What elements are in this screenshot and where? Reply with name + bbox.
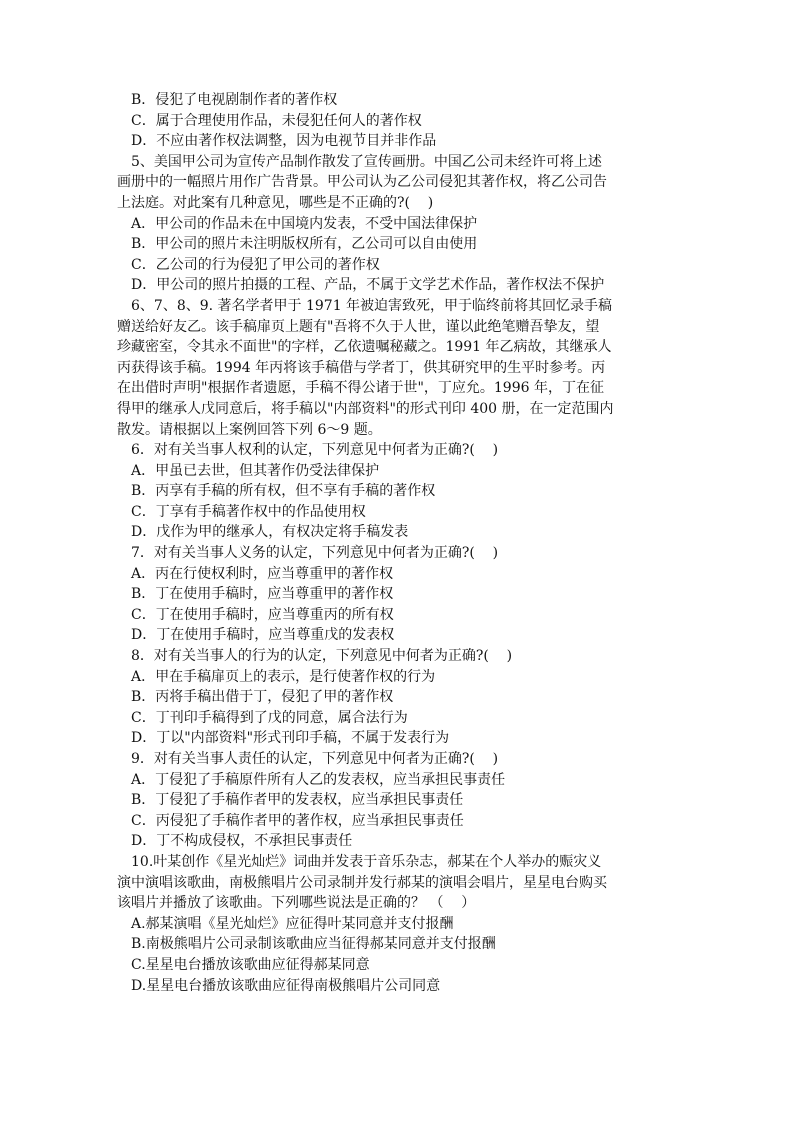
text-line: 5、美国甲公司为宣传产品制作散发了宣传画册。中国乙公司未经许可将上述 [131, 153, 602, 170]
text-line: 散发。请根据以上案例回答下列 6～9 题。 [117, 421, 382, 438]
text-line: A．甲虽已去世，但其著作仍受法律保护 [131, 462, 380, 479]
text-line: B．甲公司的照片未注明版权所有，乙公司可以自由使用 [131, 236, 478, 253]
text-line: A．甲在手稿扉页上的表示，是行使著作权的行为 [131, 668, 436, 685]
text-line: D.星星电台播放该歌曲应征得南极熊唱片公司同意 [131, 977, 441, 994]
text-line: 该唱片并播放了该歌曲。下列哪些说法是正确的？ （ ） [117, 895, 476, 912]
text-line: 在出借时声明"根据作者遗愿，手稿不得公诸于世"，丁应允。1996 年，丁在征 [117, 380, 604, 397]
text-line: B．丁侵犯了手稿作者甲的发表权，应当承担民事责任 [131, 792, 464, 809]
text-line: 7．对有关当事人义务的认定，下列意见中何者为正确?( ) [131, 545, 499, 562]
text-line: 丙获得该手稿。1994 年丙将该手稿借与学者丁，供其研究甲的生平时参考。丙 [117, 359, 606, 376]
text-line: D．不应由著作权法调整，因为电视节目并非作品 [131, 133, 437, 150]
text-line: 10.叶某创作《星光灿烂》词曲并发表于音乐杂志，郝某在个人举办的赈灾义 [131, 853, 602, 870]
text-line: D．甲公司的照片拍摄的工程、产品，不属于文学艺术作品，著作权法不保护 [131, 277, 605, 294]
text-line: 赠送给好友乙。该手稿扉页上题有"吾将不久于人世，谨以此绝笔赠吾挚友，望 [117, 318, 600, 335]
text-line: 8．对有关当事人的行为的认定，下列意见中何者为正确?( ) [131, 648, 513, 665]
text-line: B.南极熊唱片公司录制该歌曲应当征得郝某同意并支付报酬 [131, 936, 496, 953]
text-line: D．丁在使用手稿时，应当尊重戊的发表权 [131, 627, 395, 644]
text-line: B．侵犯了电视剧制作者的著作权 [131, 92, 338, 108]
document-body [117, 90, 677, 996]
text-line: 上法庭。对此案有几种意见，哪些是不正确的?( ) [117, 194, 434, 211]
text-line: D．丁以"内部资料"形式刊印手稿，不属于发表行为 [131, 730, 450, 747]
text-line: 9．对有关当事人责任的认定，下列意见中何者为正确?( ) [131, 751, 499, 767]
text-line: 6、7、8、9. 著名学者甲于 1971 年被迫害致死，甲于临终前将其回忆录手稿 [131, 297, 613, 314]
text-line: B．丙享有手稿的所有权，但不享有手稿的著作权 [131, 483, 436, 500]
text-line: 画册中的一幅照片用作广告背景。甲公司认为乙公司侵犯其著作权，将乙公司告 [117, 174, 607, 191]
text-line: C．属于合理使用作品，未侵犯任何人的著作权 [131, 112, 422, 129]
text-line: B．丙将手稿出借于丁，侵犯了甲的著作权 [131, 689, 394, 706]
text-line: A．丁侵犯了手稿原件所有人乙的发表权，应当承担民事责任 [131, 771, 506, 788]
text-line: A．丙在行使权利时，应当尊重甲的著作权 [131, 565, 394, 582]
text-line: D．戊作为甲的继承人，有权决定将手稿发表 [131, 524, 409, 541]
text-line: C．丁在使用手稿时，应当尊重丙的所有权 [131, 606, 394, 623]
text-line: C．丙侵犯了手稿作者甲的著作权，应当承担民事责任 [131, 812, 464, 829]
text-line: C．乙公司的行为侵犯了甲公司的著作权 [131, 256, 380, 273]
text-line: A.郝某演唱《星光灿烂》应征得叶某同意并支付报酬 [131, 915, 454, 932]
text-line: 6．对有关当事人权利的认定，下列意见中何者为正确?( ) [131, 442, 499, 459]
text-line: 演中演唱该歌曲，南极熊唱片公司录制并发行郝某的演唱会唱片，星星电台购买 [117, 874, 607, 891]
text-line: B．丁在使用手稿时，应当尊重甲的著作权 [131, 586, 394, 603]
text-line: C.星星电台播放该歌曲应征得郝某同意 [131, 956, 370, 973]
text-line: C．丁享有手稿著作权中的作品使用权 [131, 503, 366, 520]
text-line: 得甲的继承人戊同意后，将手稿以"内部资料"的形式刊印 400 册，在一定范围内 [117, 400, 614, 417]
text-line: A．甲公司的作品未在中国境内发表，不受中国法律保护 [131, 215, 478, 232]
text-line: D．丁不构成侵权，不承担民事责任 [131, 833, 353, 850]
text-line: 珍藏密室，令其永不面世"的字样，乙依遗嘱秘藏之。1991 年乙病故，其继承人 [117, 339, 612, 356]
text-line: C．丁刊印手稿得到了戊的同意，属合法行为 [131, 709, 408, 726]
